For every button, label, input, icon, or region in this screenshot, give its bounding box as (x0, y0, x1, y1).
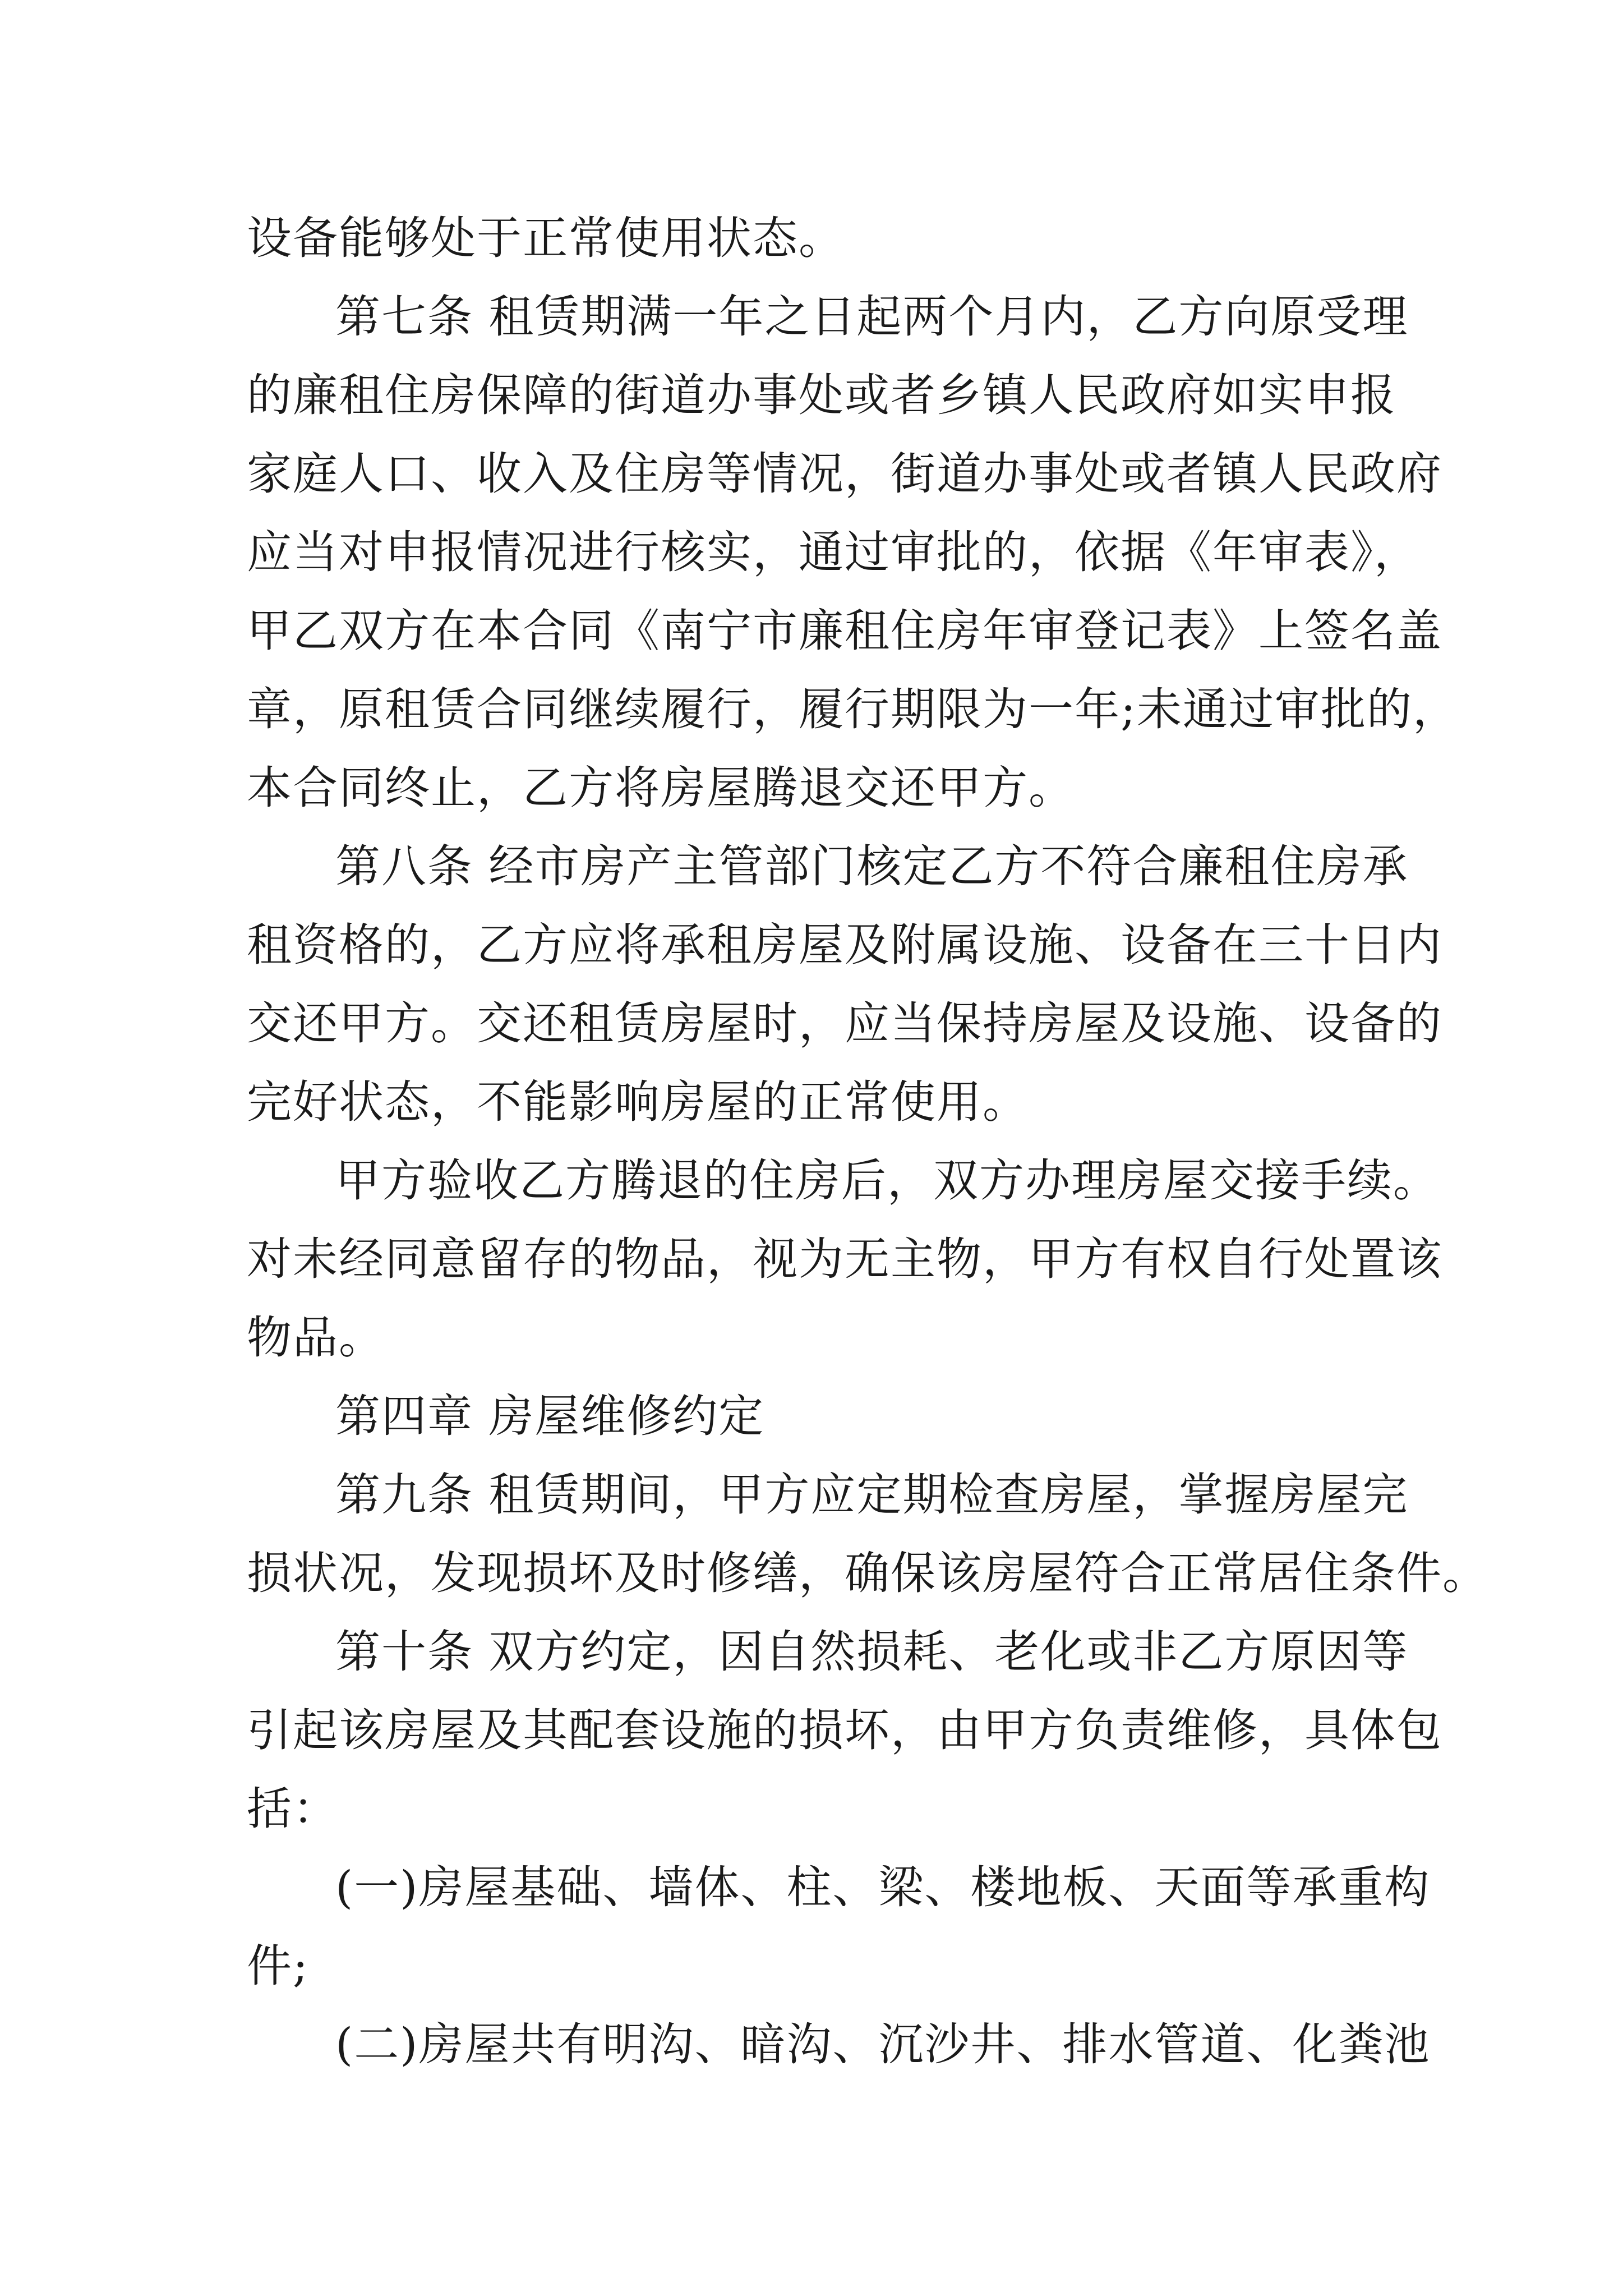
text-line: 租资格的，乙方应将承租房屋及附属设施、设备在三十日内 (247, 919, 1442, 971)
text-line: 应当对申报情况进行核实，通过审批的，依据《年审表》， (247, 526, 1420, 578)
text-line: 第八条 经市房产主管部门核定乙方不符合廉租住房承 (335, 840, 1409, 892)
text-line: (二)房屋共有明沟、暗沟、沉沙井、排水管道、化粪池 (335, 2018, 1431, 2070)
text-line: 第九条 租赁期间，甲方应定期检查房屋，掌握房屋完 (335, 1469, 1409, 1521)
chapter-heading: 第四章 房屋维修约定 (335, 1390, 765, 1442)
text-line: 件; (247, 1940, 309, 1992)
text-line: 甲乙双方在本合同《南宁市廉租住房年审登记表》上签名盖 (247, 605, 1442, 657)
text-line: 的廉租住房保障的街道办事处或者乡镇人民政府如实申报 (247, 369, 1396, 421)
text-line: 损状况，发现损坏及时修缮，确保该房屋符合正常居住条件。 (247, 1547, 1488, 1599)
text-line: 物品。 (247, 1312, 385, 1364)
text-line: 完好状态，不能影响房屋的正常使用。 (247, 1076, 1029, 1128)
text-line: (一)房屋基础、墙体、柱、梁、楼地板、天面等承重构 (335, 1861, 1431, 1913)
text-line: 设备能够处于正常使用状态。 (247, 212, 845, 264)
text-line: 家庭人口、收入及住房等情况，街道办事处或者镇人民政府 (247, 448, 1442, 500)
text-line: 章，原租赁合同继续履行，履行期限为一年;未通过审批的， (247, 683, 1459, 735)
text-line: 引起该房屋及其配套设施的损坏，由甲方负责维修，具体包 (247, 1704, 1442, 1756)
text-line: 甲方验收乙方腾退的住房后，双方办理房屋交接手续。 (335, 1154, 1439, 1207)
text-line: 第十条 双方约定，因自然损耗、老化或非乙方原因等 (335, 1626, 1409, 1678)
text-line: 对未经同意留存的物品，视为无主物，甲方有权自行处置该 (247, 1233, 1442, 1285)
text-line: 括： (247, 1783, 339, 1835)
text-line: 第七条 租赁期满一年之日起两个月内，乙方向原受理 (335, 291, 1409, 343)
text-line: 交还甲方。交还租赁房屋时，应当保持房屋及设施、设备的 (247, 997, 1442, 1050)
text-line: 本合同终止，乙方将房屋腾退交还甲方。 (247, 762, 1075, 814)
